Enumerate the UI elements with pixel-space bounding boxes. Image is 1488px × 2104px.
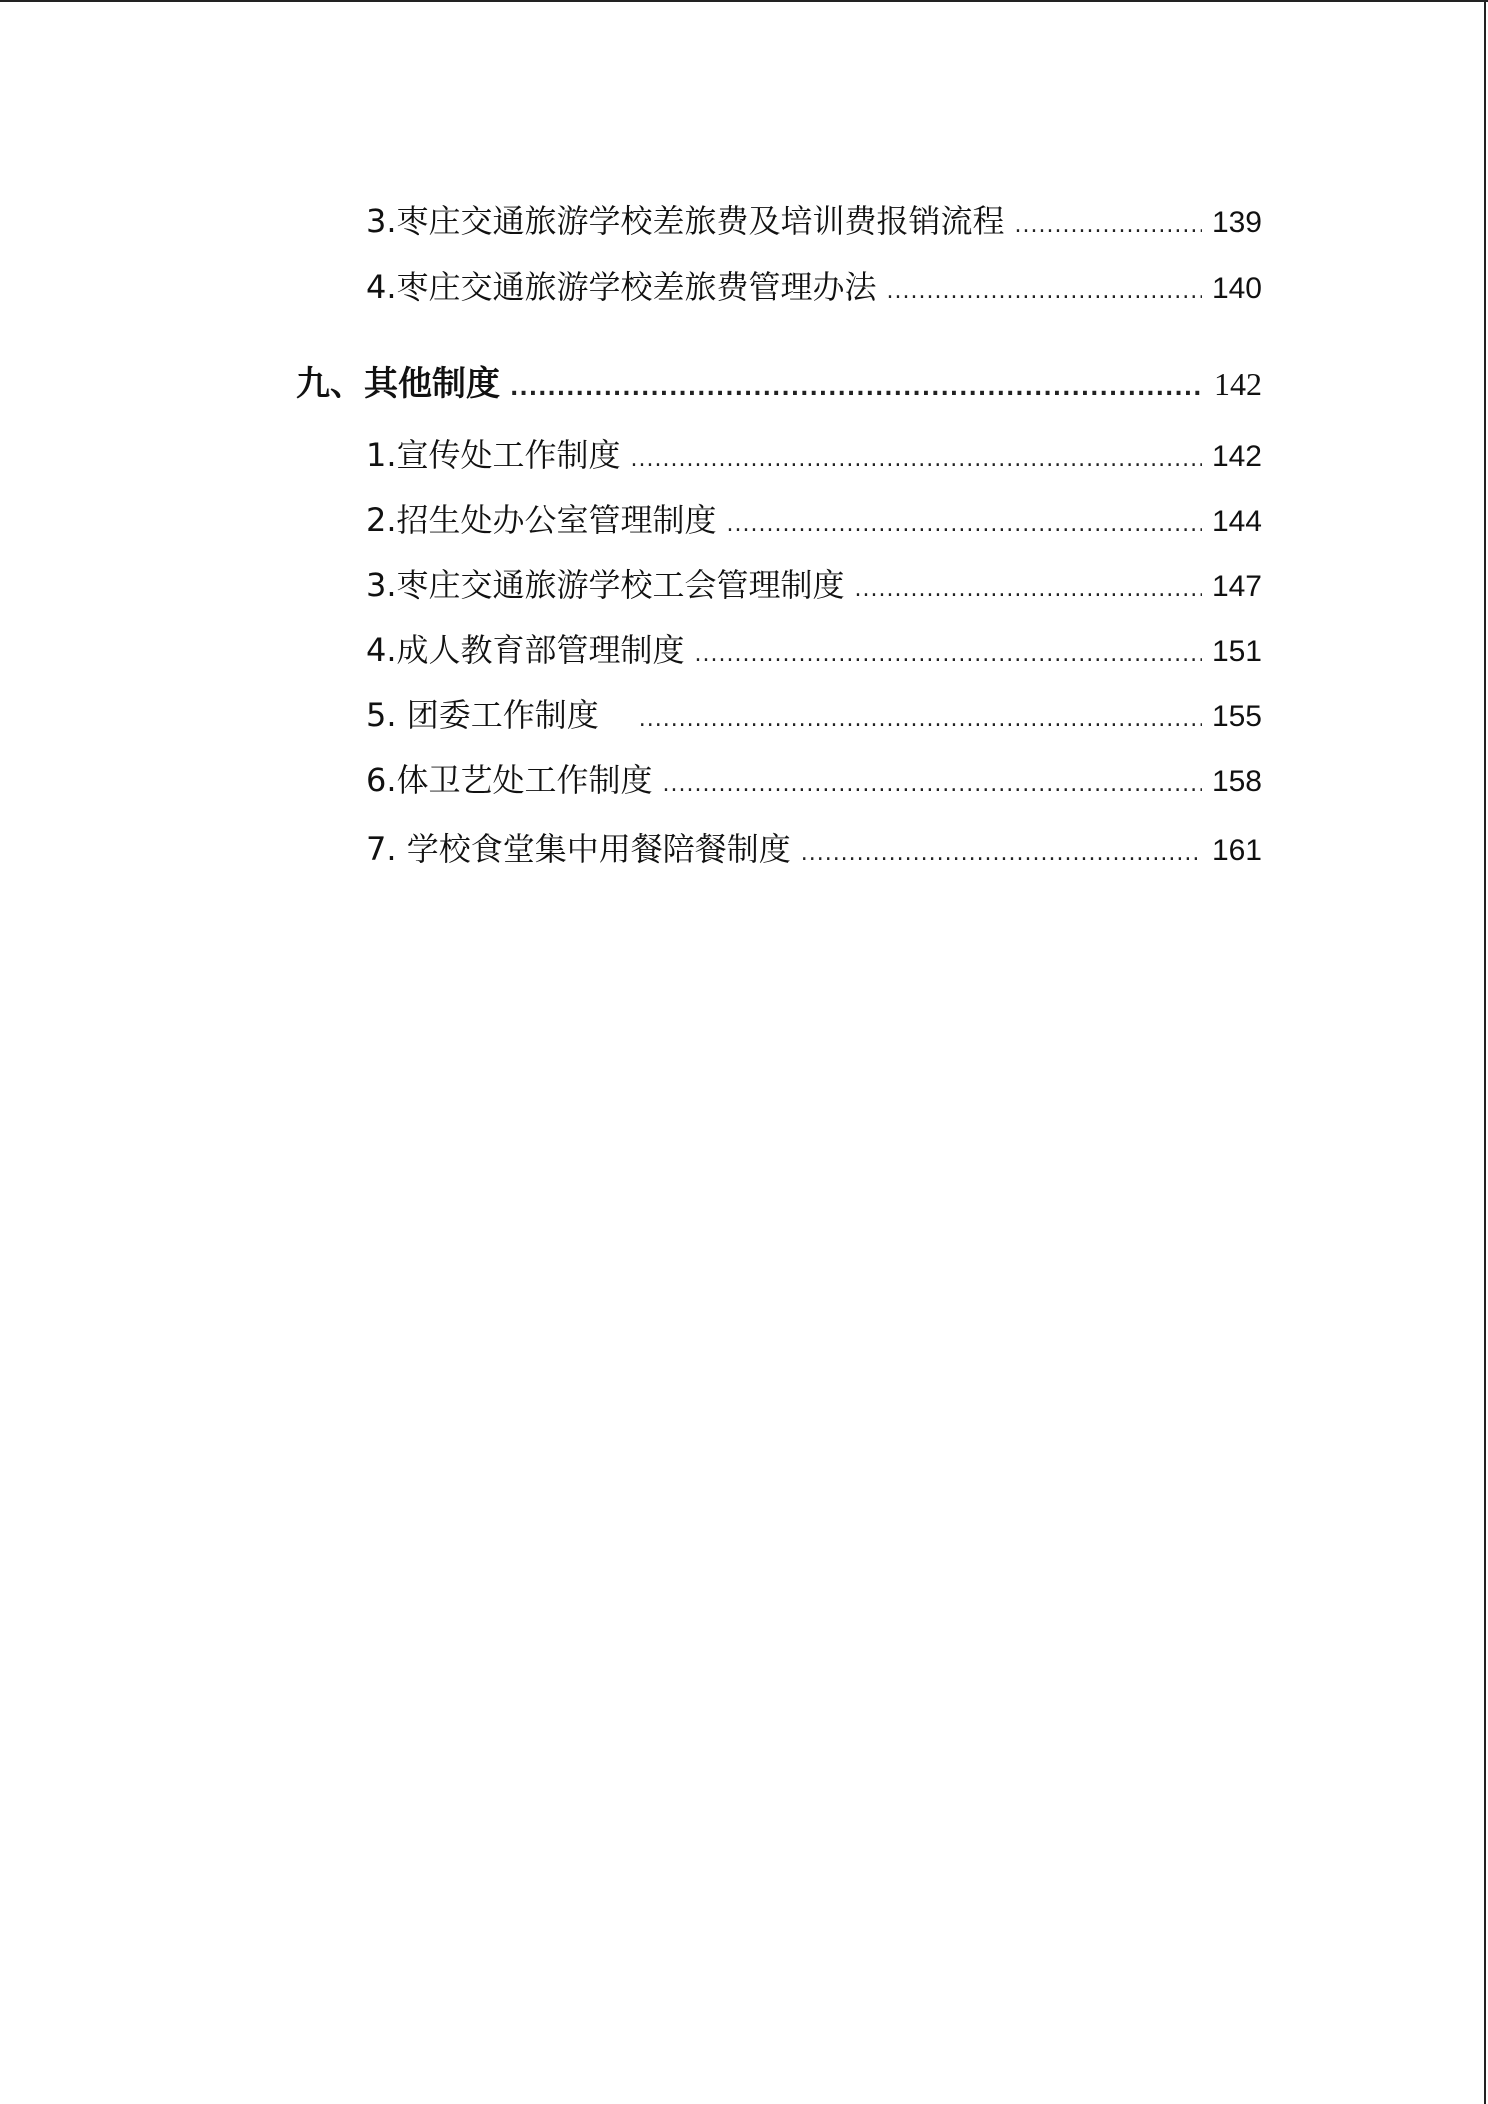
toc-entry[interactable] (366, 430, 1262, 476)
toc-entry[interactable] (366, 755, 1262, 801)
toc-entry[interactable] (366, 690, 1262, 736)
dot-leader (631, 447, 1202, 472)
dot-leader (695, 642, 1202, 667)
toc-entry-title: 4.枣庄交通旅游学校差旅费管理办法 (366, 268, 877, 306)
toc-entry-title: 3.枣庄交通旅游学校工会管理制度 (366, 566, 845, 604)
toc-section-heading[interactable] (296, 356, 1262, 405)
toc-entry-title: 6.体卫艺处工作制度 (366, 761, 653, 799)
toc-entry-title: 1.宣传处工作制度 (366, 436, 621, 474)
dot-leader (663, 772, 1202, 797)
toc-entry-page: 142 (1211, 440, 1262, 473)
dot-leader (727, 512, 1202, 537)
toc-entry[interactable] (366, 824, 1262, 870)
dot-leader (1015, 213, 1202, 238)
dot-leader (510, 376, 1204, 401)
toc-entry[interactable] (366, 495, 1262, 541)
toc-entry[interactable] (366, 625, 1262, 671)
toc-entry-title: 2.招生处办公室管理制度 (366, 501, 717, 539)
toc-entry-page: 155 (1211, 700, 1262, 733)
toc-entry-title: 5. 团委工作制度 (366, 696, 599, 734)
toc-entry[interactable] (366, 560, 1262, 606)
toc-entry-page: 151 (1211, 635, 1262, 668)
toc-entry-title: 4.成人教育部管理制度 (366, 631, 685, 669)
dot-leader (887, 279, 1202, 304)
toc-entry-page: 158 (1211, 765, 1262, 798)
dot-leader (801, 841, 1202, 866)
toc-section-page: 142 (1214, 366, 1262, 402)
toc-entry[interactable] (366, 196, 1262, 242)
toc-entry-title: 3.枣庄交通旅游学校差旅费及培训费报销流程 (366, 202, 1005, 240)
dot-leader (639, 707, 1202, 732)
toc-entry-page: 147 (1211, 570, 1262, 603)
toc-entry-page: 161 (1211, 834, 1262, 867)
toc-entry-page: 144 (1211, 505, 1262, 538)
dot-leader (855, 577, 1202, 602)
toc-entry[interactable] (366, 262, 1262, 308)
toc-entry-page: 139 (1211, 206, 1262, 239)
toc-section-title: 九、其他制度 (296, 364, 500, 404)
toc-entry-title: 7. 学校食堂集中用餐陪餐制度 (366, 830, 791, 868)
toc-entry-page: 140 (1211, 272, 1262, 305)
